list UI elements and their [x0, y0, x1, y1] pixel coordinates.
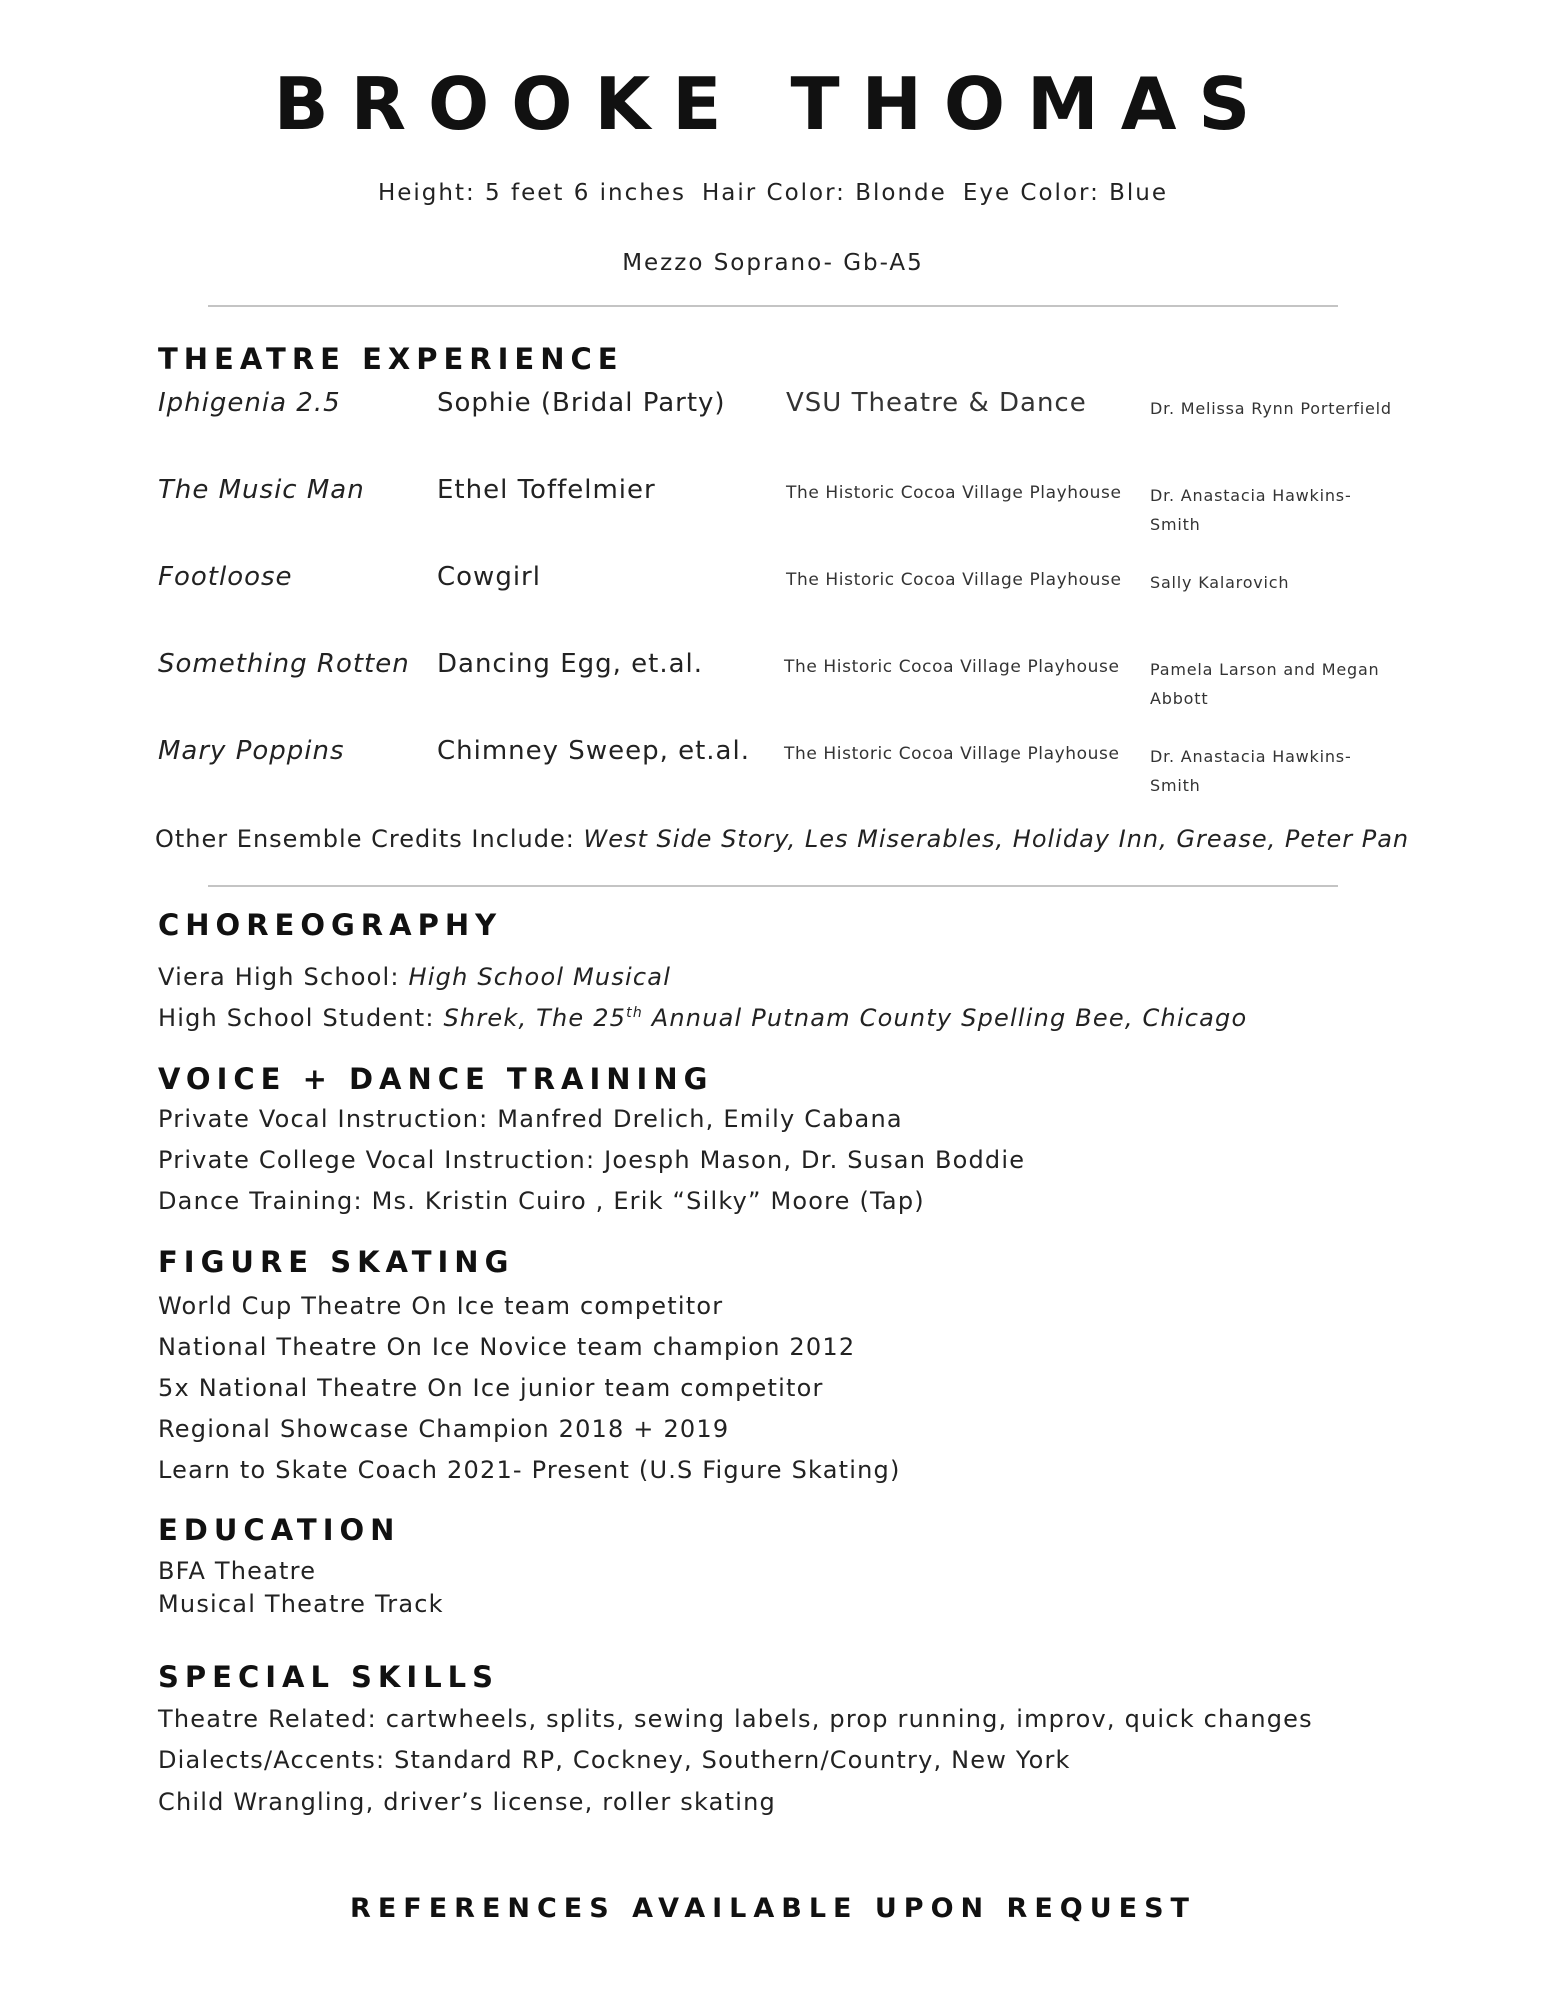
skating-heading: FIGURE SKATING: [158, 1245, 515, 1279]
voice-type: Mezzo Soprano- Gb-A5: [622, 250, 924, 276]
credit-director: Dr. Melissa Rynn Porterfield: [1150, 399, 1392, 418]
credit-venue: The Historic Cocoa Village Playhouse: [786, 570, 1122, 590]
credit-row: [0, 388, 1546, 468]
education-item: BFA Theatre: [158, 1557, 317, 1585]
skating-item: Regional Showcase Champion 2018 + 2019: [158, 1415, 730, 1443]
other-ensemble-credits: [155, 825, 1409, 853]
credit-director: Pamela Larson and Megan Abbott: [1150, 660, 1380, 708]
eye-stat: Eye Color: Blue: [962, 180, 1169, 206]
resume-name: BROOKE THOMAS: [273, 62, 1273, 146]
credit-show: Footloose: [158, 562, 293, 592]
credit-venue: VSU Theatre & Dance: [786, 388, 1087, 418]
skills-heading: SPECIAL SKILLS: [158, 1660, 500, 1694]
references-note: REFERENCES AVAILABLE UPON REQUEST: [350, 1893, 1196, 1924]
choreo-work: Annual Putnam County Spelling Bee, Chicago: [651, 1004, 1248, 1032]
physical-stats: [0, 180, 1546, 206]
training-item: Private Vocal Instruction: Manfred Drelich, Emily Cabana: [158, 1105, 903, 1133]
credit-director: Dr. Anastacia Hawkins-Smith: [1150, 747, 1352, 795]
training-item: Dance Training: Ms. Kristin Cuiro , Erik “Silky” Moore (Tap): [158, 1187, 925, 1215]
skating-item: Learn to Skate Coach 2021- Present (U.S Figure Skating): [158, 1456, 901, 1484]
skating-item: 5x National Theatre On Ice junior team competitor: [158, 1374, 824, 1402]
other-credits-shows: West Side Story, Les Miserables, Holiday Inn, Grease, Peter Pan: [583, 825, 1410, 853]
credit-row: [0, 475, 1546, 555]
choreography-heading: CHOREOGRAPHY: [158, 908, 503, 942]
training-item: Private College Vocal Instruction: Joesph Mason, Dr. Susan Boddie: [158, 1146, 1026, 1174]
credit-show: Something Rotten: [158, 649, 410, 679]
credit-role: Chimney Sweep, et.al.: [437, 736, 750, 766]
credit-role: Ethel Toffelmier: [437, 475, 656, 505]
credit-row: [0, 562, 1546, 642]
choreo-work: Shrek, The 25: [443, 1004, 627, 1032]
other-credits-label: Other Ensemble Credits Include:: [155, 825, 575, 853]
credit-director: Dr. Anastacia Hawkins-Smith: [1150, 486, 1352, 534]
choreo-work: High School Musical: [408, 963, 672, 991]
credit-show: The Music Man: [158, 475, 365, 505]
credit-venue: The Historic Cocoa Village Playhouse: [786, 483, 1122, 503]
skills-item: Theatre Related: cartwheels, splits, sewing labels, prop running, improv, quick changes: [158, 1705, 1313, 1733]
credit-show: Mary Poppins: [158, 736, 345, 766]
credit-role: Sophie (Bridal Party): [437, 388, 726, 418]
credit-venue: The Historic Cocoa Village Playhouse: [784, 744, 1120, 764]
ordinal-suffix: th: [626, 1005, 643, 1021]
hair-stat: Hair Color: Blonde: [701, 180, 947, 206]
credit-show: Iphigenia 2.5: [158, 388, 341, 418]
training-heading: VOICE + DANCE TRAINING: [158, 1062, 714, 1096]
choreography-item: [158, 963, 671, 991]
divider: [208, 305, 1338, 307]
skating-item: World Cup Theatre On Ice team competitor: [158, 1292, 724, 1320]
credit-row: [0, 736, 1546, 816]
education-item: Musical Theatre Track: [158, 1590, 444, 1618]
education-heading: EDUCATION: [158, 1513, 401, 1547]
choreo-venue: High School Student:: [158, 1004, 435, 1032]
choreo-venue: Viera High School:: [158, 963, 400, 991]
credit-role: Dancing Egg, et.al.: [437, 649, 704, 679]
skating-item: National Theatre On Ice Novice team champion 2012: [158, 1333, 856, 1361]
credit-role: Cowgirl: [437, 562, 541, 592]
divider: [208, 885, 1338, 887]
skills-item: Dialects/Accents: Standard RP, Cockney, Southern/Country, New York: [158, 1746, 1071, 1774]
height-stat: Height: 5 feet 6 inches: [377, 180, 686, 206]
credit-row: [0, 649, 1546, 729]
theatre-heading: THEATRE EXPERIENCE: [158, 342, 624, 376]
credit-director: Sally Kalarovich: [1150, 573, 1290, 592]
choreography-item: [158, 1004, 1247, 1032]
skills-item: Child Wrangling, driver’s license, roller skating: [158, 1788, 776, 1816]
credit-venue: The Historic Cocoa Village Playhouse: [784, 657, 1120, 677]
